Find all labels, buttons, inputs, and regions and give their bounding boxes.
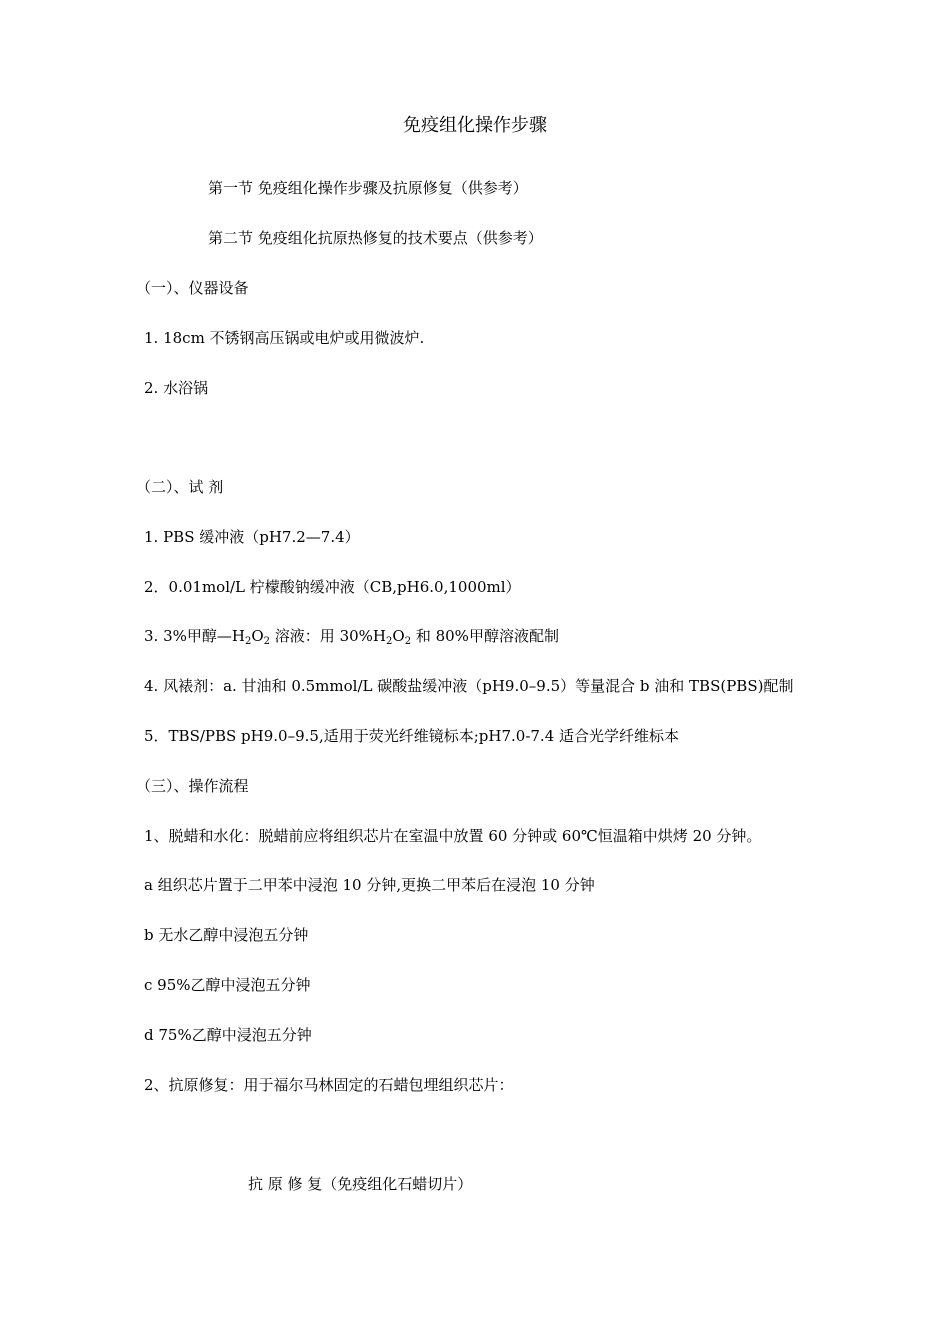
procedure-step-1: 1、脱蜡和水化：脱蜡前应将组织芯片在室温中放置 60 分钟或 60℃恒温箱中烘烤 20 分钟。 (144, 827, 762, 845)
reagent-item-5: 5．TBS/PBS pH9.0–9.5,适用于荧光纤维镜标本;pH7.0-7.4 适合光学纤维标本 (144, 727, 680, 745)
reagent-item-3-text-d: O (392, 627, 405, 645)
reagent-item-2: 2．0.01mol/L 柠檬酸钠缓冲液（CB,pH6.0,1000ml） (144, 578, 521, 596)
reagent-item-3-text-c: 溶液：用 30%H (270, 627, 386, 645)
equipment-item-1: 1. 18cm 不锈钢高压锅或电炉或用微波炉. (144, 329, 425, 347)
document-title: 免疫组化操作步骤 (403, 115, 547, 136)
subscript: 2 (244, 636, 252, 647)
reagent-item-3 (144, 626, 559, 646)
reagent-item-4: 4. 风裱剂：a. 甘油和 0.5mmol/L 碳酸盐缓冲液（pH9.0–9.5）等量混合 b 油和 TBS(PBS)配制 (144, 677, 794, 695)
subscript: 2 (404, 636, 412, 647)
reagent-item-3-text-e: 和 80%甲醇溶液配制 (411, 627, 559, 645)
section-heading-reagents: （二）、试 剂 (136, 478, 224, 496)
equipment-item-2: 2. 水浴锅 (144, 379, 209, 397)
reagent-item-3-text-a: 3. 3%甲醇—H (144, 627, 245, 645)
procedure-substep-c: c 95%乙醇中浸泡五分钟 (144, 976, 311, 994)
procedure-substep-a: a 组织芯片置于二甲苯中浸泡 10 分钟,更换二甲苯后在浸泡 10 分钟 (144, 876, 595, 894)
section-heading-procedure: （三）、操作流程 (136, 777, 249, 795)
procedure-step-2: 2、抗原修复：用于福尔马林固定的石蜡包埋组织芯片： (144, 1076, 514, 1094)
antigen-retrieval-caption: 抗 原 修 复（免疫组化石蜡切片） (248, 1175, 473, 1193)
reagent-item-1: 1. PBS 缓冲液（pH7.2—7.4） (144, 528, 360, 546)
reagent-item-3-text-b: O (251, 627, 264, 645)
procedure-substep-b: b 无水乙醇中浸泡五分钟 (144, 926, 309, 944)
subscript: 2 (263, 636, 271, 647)
toc-entry-2: 第二节 免疫组化抗原热修复的技术要点（供参考） (208, 229, 543, 247)
procedure-substep-d: d 75%乙醇中浸泡五分钟 (144, 1026, 312, 1044)
subscript: 2 (386, 636, 393, 647)
section-heading-equipment: （一）、仪器设备 (136, 279, 249, 297)
toc-entry-1: 第一节 免疫组化操作步骤及抗原修复（供参考） (208, 179, 528, 197)
